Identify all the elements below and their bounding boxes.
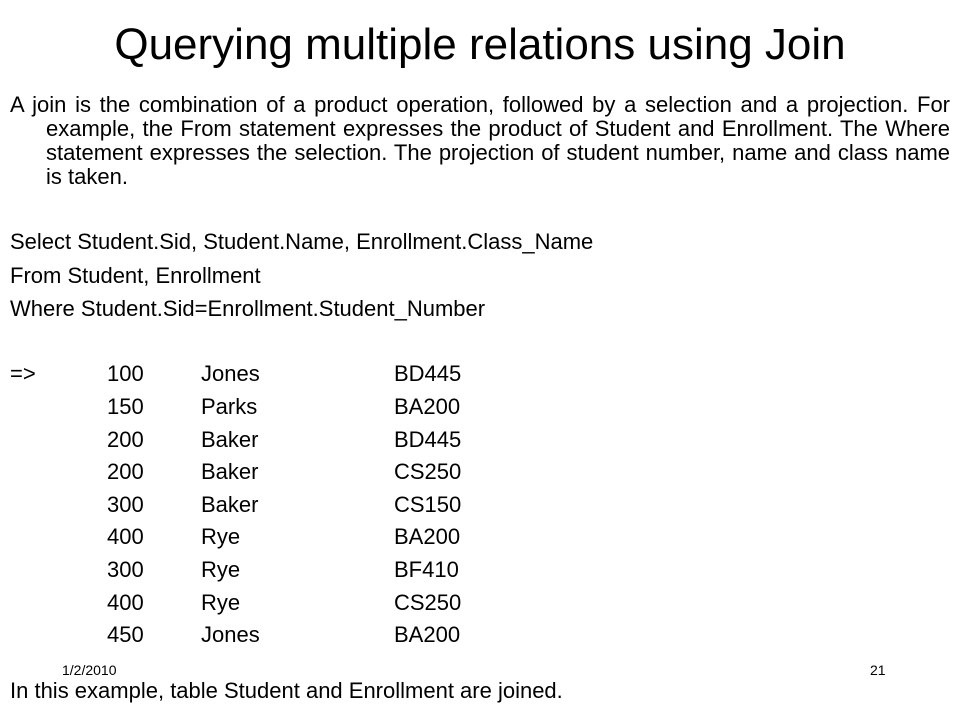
row-sid: 200 (107, 459, 144, 484)
row-class: BF410 (394, 557, 459, 582)
row-sid: 300 (107, 557, 144, 582)
row-sid: 200 (107, 427, 144, 452)
row-class: CS150 (394, 492, 462, 517)
table-row (10, 427, 610, 453)
row-sid: 100 (107, 361, 144, 386)
row-class: CS250 (394, 459, 462, 484)
table-row (10, 459, 610, 485)
table-row (10, 361, 610, 387)
result-arrow: => (10, 361, 36, 386)
row-name: Rye (201, 524, 241, 549)
row-name: Jones (201, 361, 260, 386)
row-name: Parks (201, 394, 258, 419)
sql-where-line: Where Student.Sid=Enrollment.Student_Number (10, 296, 486, 321)
row-class: CS250 (394, 590, 462, 615)
row-name: Baker (201, 492, 259, 517)
table-row (10, 524, 610, 550)
slide-title: Querying multiple relations using Join (114, 20, 846, 69)
row-class: BD445 (394, 427, 462, 452)
footer-page-number: 21 (870, 662, 886, 678)
row-name: Jones (201, 622, 260, 647)
table-row (10, 394, 610, 420)
row-class: BA200 (394, 622, 461, 647)
row-class: BA200 (394, 394, 461, 419)
row-class: BD445 (394, 361, 462, 386)
row-sid: 150 (107, 394, 144, 419)
row-name: Baker (201, 459, 259, 484)
footer-date: 1/2/2010 (62, 662, 117, 678)
row-sid: 450 (107, 622, 144, 647)
row-sid: 400 (107, 590, 144, 615)
intro-paragraph: A join is the combination of a product operation, followed by a selection and a projection. For example, the From statement expresses the product of Student and Enrollment. The Where statement expresses the selection. The projection of student number, name and class name is taken. (10, 92, 950, 189)
row-sid: 400 (107, 524, 144, 549)
row-class: BA200 (394, 524, 461, 549)
table-row (10, 492, 610, 518)
row-name: Rye (201, 590, 241, 615)
row-sid: 300 (107, 492, 144, 517)
row-name: Baker (201, 427, 259, 452)
closing-sentence: In this example, table Student and Enrollment are joined. (10, 678, 563, 703)
sql-select-line: Select Student.Sid, Student.Name, Enrollment.Class_Name (10, 229, 594, 254)
sql-from-line: From Student, Enrollment (10, 263, 261, 288)
row-name: Rye (201, 557, 241, 582)
table-row (10, 590, 610, 616)
table-row (10, 622, 610, 648)
table-row (10, 557, 610, 583)
